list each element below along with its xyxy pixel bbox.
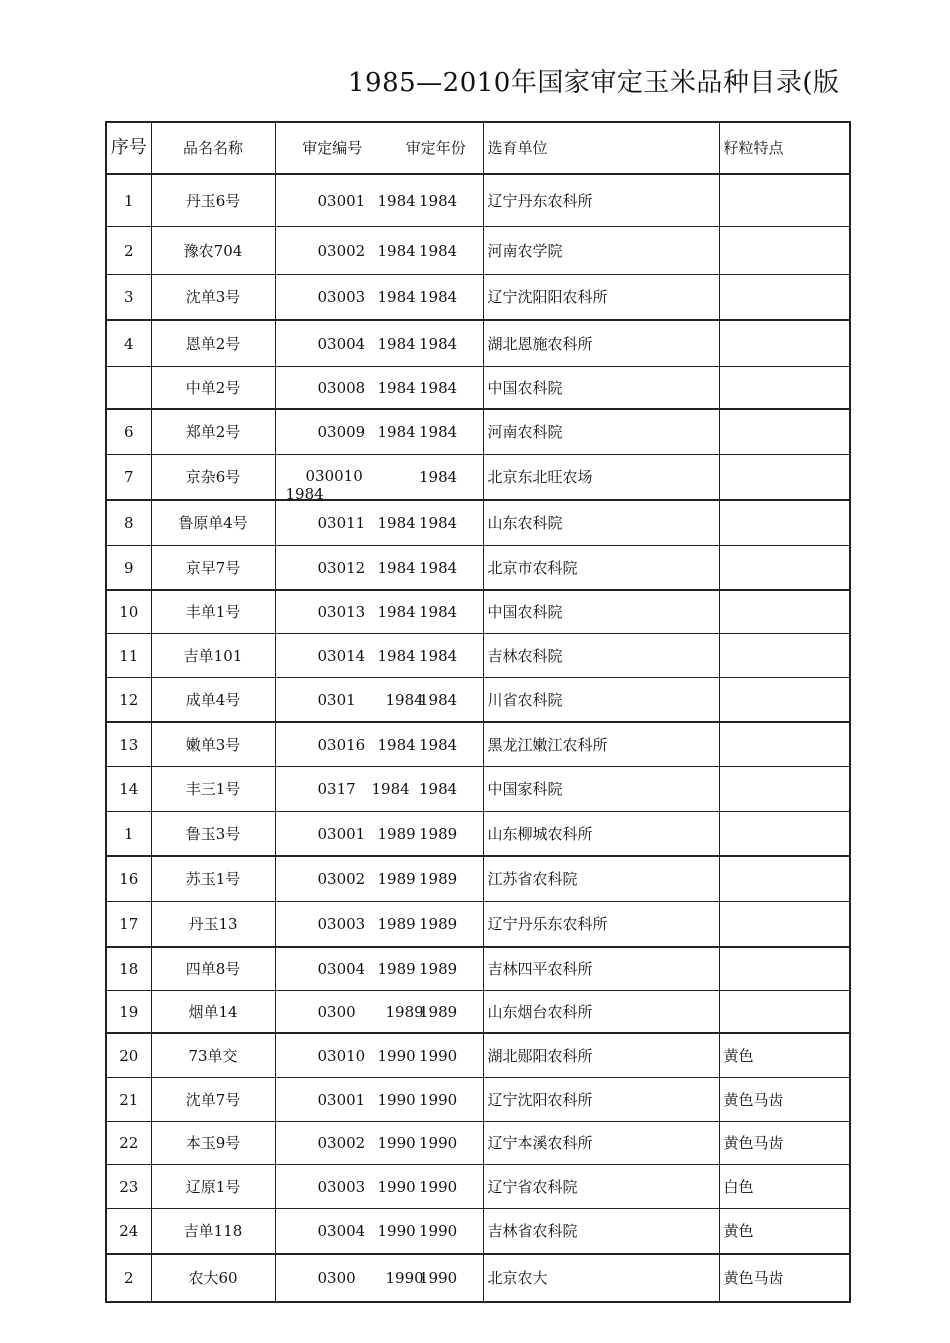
row-seed-trait [719, 947, 850, 991]
header-seed: 籽粒特点 [719, 122, 850, 174]
table-header-row [106, 122, 850, 174]
row-approval-year: 1989 [389, 812, 483, 857]
row-approval-year: 1984 [389, 722, 483, 767]
row-code-number: 03011 [317, 514, 366, 532]
row-approval-code [275, 902, 416, 948]
row-approval-code [275, 1078, 416, 1122]
row-code-year: 1990 [377, 1222, 416, 1240]
row-approval-year: 1984 [389, 455, 483, 501]
row-seed-trait: 黄色马齿 [719, 1254, 850, 1302]
row-seq: 14 [106, 767, 151, 812]
row-variety-name: 沈单3号 [151, 275, 275, 321]
row-seq: 12 [106, 678, 151, 723]
row-seed-trait [719, 590, 850, 634]
row-seed-trait [719, 455, 850, 501]
row-approval-year: 1990 [389, 1033, 483, 1078]
row-variety-name: 吉单118 [151, 1209, 275, 1255]
row-code-number: 03016 [317, 735, 366, 754]
row-variety-name: 鲁玉3号 [151, 812, 275, 857]
row-code-number: 03003 [317, 1177, 366, 1196]
row-approval-code [275, 1165, 416, 1209]
row-seq: 1 [106, 812, 151, 857]
row-seq: 19 [106, 991, 151, 1034]
table-row [106, 767, 850, 812]
row-code-year: 1984 [377, 423, 416, 441]
row-approval-year: 1989 [389, 902, 483, 948]
row-seed-trait: 黄色马齿 [719, 1122, 850, 1165]
row-code-year: 1990 [385, 1269, 424, 1287]
row-approval-code [275, 174, 416, 227]
row-breeding-unit: 川省农科院 [483, 678, 719, 723]
row-breeding-unit: 辽宁丹乐东农科所 [483, 902, 719, 948]
row-code-year: 1984 [285, 485, 324, 503]
row-approval-code [275, 1209, 416, 1255]
row-code-number: 03009 [317, 423, 366, 441]
row-approval-code [275, 320, 416, 367]
row-code-year: 1984 [377, 558, 416, 577]
table-row [106, 1209, 850, 1255]
row-variety-name: 丹玉6号 [151, 174, 275, 227]
row-approval-year: 1984 [389, 678, 483, 723]
row-approval-code [275, 1033, 416, 1078]
row-breeding-unit: 辽宁省农科院 [483, 1165, 719, 1209]
row-breeding-unit: 河南农学院 [483, 227, 719, 275]
row-variety-name: 农大60 [151, 1254, 275, 1302]
row-variety-name: 本玉9号 [151, 1122, 275, 1165]
row-code-year: 1984 [377, 646, 416, 665]
row-approval-year: 1990 [389, 1254, 483, 1302]
table-row [106, 991, 850, 1034]
row-seed-trait [719, 678, 850, 723]
row-approval-code [275, 500, 416, 546]
row-breeding-unit: 山东烟台农科所 [483, 991, 719, 1034]
row-seq: 6 [106, 409, 151, 455]
row-approval-code [275, 367, 416, 410]
row-approval-code [275, 546, 416, 591]
row-approval-year: 1989 [389, 947, 483, 991]
header-unit: 选育单位 [483, 122, 719, 174]
row-variety-name: 成单4号 [151, 678, 275, 723]
row-approval-year: 1984 [389, 275, 483, 321]
row-approval-code [275, 409, 416, 455]
row-seed-trait: 黄色 [719, 1209, 850, 1255]
row-approval-code [275, 634, 416, 678]
row-code-year: 1990 [377, 1046, 416, 1065]
row-seed-trait [719, 227, 850, 275]
row-code-year: 1990 [377, 1177, 416, 1196]
row-breeding-unit: 湖北恩施农科所 [483, 320, 719, 367]
row-approval-year: 1984 [389, 590, 483, 634]
row-breeding-unit: 吉林四平农科所 [483, 947, 719, 991]
row-code-number: 03012 [317, 558, 366, 577]
table-row [106, 409, 850, 455]
row-breeding-unit: 山东柳城农科所 [483, 812, 719, 857]
header-seq: 序号 [106, 122, 151, 174]
row-code-number: 030010 [305, 467, 363, 485]
row-variety-name: 73单交 [151, 1033, 275, 1078]
row-seed-trait [719, 409, 850, 455]
table-row [106, 678, 850, 723]
row-variety-name: 豫农704 [151, 227, 275, 275]
row-approval-year: 1984 [389, 634, 483, 678]
row-seed-trait [719, 320, 850, 367]
header-year: 审定年份 [389, 122, 483, 174]
row-code-year: 1984 [377, 288, 416, 306]
row-variety-name: 京杂6号 [151, 455, 275, 501]
table-row [106, 1078, 850, 1122]
row-seq: 16 [106, 856, 151, 902]
row-code-year: 1989 [385, 1002, 424, 1021]
row-code-number: 03014 [317, 646, 366, 665]
row-seq: 23 [106, 1165, 151, 1209]
table-row [106, 174, 850, 227]
row-approval-code [275, 812, 416, 857]
row-seed-trait [719, 722, 850, 767]
row-seed-trait [719, 991, 850, 1034]
row-seq: 20 [106, 1033, 151, 1078]
row-seed-trait [719, 634, 850, 678]
row-variety-name: 中单2号 [151, 367, 275, 410]
row-breeding-unit: 吉林省农科院 [483, 1209, 719, 1255]
row-code-year: 1989 [377, 960, 416, 978]
row-approval-code [275, 590, 416, 634]
row-breeding-unit: 江苏省农科院 [483, 856, 719, 902]
row-variety-name: 恩单2号 [151, 320, 275, 367]
row-code-number: 03002 [317, 241, 366, 260]
row-approval-year: 1990 [389, 1078, 483, 1122]
row-seq: 21 [106, 1078, 151, 1122]
row-variety-name: 鲁原单4号 [151, 500, 275, 546]
row-code-year: 1984 [377, 603, 416, 621]
row-approval-code [275, 1122, 416, 1165]
table-row [106, 455, 850, 501]
row-variety-name: 嫩单3号 [151, 722, 275, 767]
row-breeding-unit: 北京农大 [483, 1254, 719, 1302]
row-approval-year: 1984 [389, 227, 483, 275]
row-breeding-unit: 中国农科院 [483, 367, 719, 410]
row-variety-name: 烟单14 [151, 991, 275, 1034]
header-code [275, 122, 389, 174]
row-code-number: 03008 [317, 378, 366, 397]
table-row [106, 275, 850, 321]
row-seed-trait: 黄色 [719, 1033, 850, 1078]
row-seed-trait [719, 275, 850, 321]
table-row [106, 947, 850, 991]
row-variety-name: 京早7号 [151, 546, 275, 591]
table-row [106, 1122, 850, 1165]
row-code-number: 0300 [317, 1269, 356, 1287]
row-seed-trait [719, 812, 850, 857]
row-approval-year: 1984 [389, 546, 483, 591]
row-code-number: 03001 [317, 191, 366, 210]
row-seq: 18 [106, 947, 151, 991]
table-row [106, 1254, 850, 1302]
row-breeding-unit: 辽宁丹东农科所 [483, 174, 719, 227]
row-approval-code [275, 1254, 424, 1302]
table-row [106, 722, 850, 767]
row-breeding-unit: 中国家科院 [483, 767, 719, 812]
row-approval-year: 1984 [389, 174, 483, 227]
row-code-number: 03004 [317, 1222, 366, 1240]
header-code-label: 审定编号 [302, 139, 363, 157]
row-code-number: 03001 [317, 1090, 366, 1109]
row-variety-name: 吉单101 [151, 634, 275, 678]
row-variety-name: 丹玉13 [151, 902, 275, 948]
table-row [106, 227, 850, 275]
row-approval-year: 1990 [389, 1122, 483, 1165]
row-seed-trait [719, 902, 850, 948]
table-row [106, 590, 850, 634]
row-seed-trait: 黄色马齿 [719, 1078, 850, 1122]
row-variety-name: 苏玉1号 [151, 856, 275, 902]
row-variety-name: 郑单2号 [151, 409, 275, 455]
row-code-year: 1984 [377, 191, 416, 210]
row-approval-year: 1984 [389, 320, 483, 367]
row-approval-year: 1989 [389, 856, 483, 902]
row-code-number: 03003 [317, 915, 366, 933]
variety-table [105, 121, 851, 1303]
row-breeding-unit: 吉林农科院 [483, 634, 719, 678]
row-approval-code [275, 856, 416, 902]
row-breeding-unit: 北京东北旺农场 [483, 455, 719, 501]
table-row [106, 902, 850, 948]
row-code-number: 03002 [317, 870, 366, 888]
row-code-number: 0301 [317, 690, 356, 709]
row-approval-code [275, 455, 389, 501]
row-seq: 3 [106, 275, 151, 321]
row-seq: 22 [106, 1122, 151, 1165]
row-code-number: 0317 [317, 780, 356, 798]
row-seq: 9 [106, 546, 151, 591]
row-code-number: 03010 [317, 1046, 366, 1065]
row-breeding-unit: 中国农科院 [483, 590, 719, 634]
row-code-number: 03003 [317, 288, 366, 306]
row-seed-trait: 白色 [719, 1165, 850, 1209]
table-row [106, 812, 850, 857]
row-seed-trait [719, 367, 850, 410]
row-variety-name: 四单8号 [151, 947, 275, 991]
row-seq: 2 [106, 1254, 151, 1302]
table-row [106, 367, 850, 410]
row-approval-code [275, 947, 416, 991]
row-code-number: 03001 [317, 824, 366, 843]
row-seq: 7 [106, 455, 151, 501]
row-code-year: 1984 [377, 334, 416, 353]
page-title: 1985—2010年国家审定玉米品种目录(版 [348, 68, 840, 98]
row-seed-trait [719, 767, 850, 812]
row-breeding-unit: 辽宁沈阳农科所 [483, 1078, 719, 1122]
row-code-number: 03002 [317, 1134, 366, 1152]
row-code-number: 03013 [317, 603, 366, 621]
row-variety-name: 丰三1号 [151, 767, 275, 812]
header-name: 品名名称 [151, 122, 275, 174]
row-code-year: 1990 [377, 1090, 416, 1109]
row-seq: 4 [106, 320, 151, 367]
row-seq: 17 [106, 902, 151, 948]
row-approval-code [275, 275, 416, 321]
row-code-year: 1990 [377, 1134, 416, 1152]
row-approval-year: 1984 [389, 367, 483, 410]
row-seed-trait [719, 546, 850, 591]
row-seq: 10 [106, 590, 151, 634]
row-code-year: 1984 [385, 690, 424, 709]
row-approval-code [275, 678, 424, 723]
row-breeding-unit: 河南农科院 [483, 409, 719, 455]
row-seq: 24 [106, 1209, 151, 1255]
row-breeding-unit: 山东农科院 [483, 500, 719, 546]
row-approval-year: 1990 [389, 1165, 483, 1209]
row-breeding-unit: 辽宁本溪农科所 [483, 1122, 719, 1165]
row-seed-trait [719, 500, 850, 546]
row-variety-name: 沈单7号 [151, 1078, 275, 1122]
row-variety-name: 丰单1号 [151, 590, 275, 634]
table-row [106, 634, 850, 678]
row-approval-year: 1989 [389, 991, 483, 1034]
row-approval-code [275, 227, 416, 275]
row-seq: 8 [106, 500, 151, 546]
row-code-number: 0300 [317, 1002, 356, 1021]
table-row [106, 500, 850, 546]
row-seq: 2 [106, 227, 151, 275]
row-breeding-unit: 湖北郧阳农科所 [483, 1033, 719, 1078]
table-row [106, 856, 850, 902]
row-seq: 11 [106, 634, 151, 678]
row-breeding-unit: 北京市农科院 [483, 546, 719, 591]
row-approval-code [275, 767, 410, 812]
row-code-number: 03004 [317, 334, 366, 353]
row-seq: 13 [106, 722, 151, 767]
row-seq: 1 [106, 174, 151, 227]
table-row [106, 1165, 850, 1209]
row-code-year: 1989 [377, 870, 416, 888]
row-code-year: 1984 [377, 378, 416, 397]
row-approval-year: 1984 [389, 409, 483, 455]
row-approval-code [275, 991, 424, 1034]
row-code-year: 1984 [377, 735, 416, 754]
table-row [106, 1033, 850, 1078]
row-seed-trait [719, 856, 850, 902]
table-row [106, 546, 850, 591]
row-code-year: 1989 [377, 915, 416, 933]
row-seed-trait [719, 174, 850, 227]
row-code-year: 1984 [371, 780, 410, 798]
table-row [106, 320, 850, 367]
row-code-year: 1989 [377, 824, 416, 843]
row-code-year: 1984 [377, 241, 416, 260]
row-seq [106, 367, 151, 410]
row-approval-code [275, 722, 416, 767]
row-breeding-unit: 辽宁沈阳阳农科所 [483, 275, 719, 321]
row-approval-year: 1984 [389, 767, 483, 812]
row-code-year: 1984 [377, 514, 416, 532]
row-breeding-unit: 黑龙江嫩江农科所 [483, 722, 719, 767]
row-approval-year: 1984 [389, 500, 483, 546]
row-approval-year: 1990 [389, 1209, 483, 1255]
row-variety-name: 辽原1号 [151, 1165, 275, 1209]
row-code-number: 03004 [317, 960, 366, 978]
